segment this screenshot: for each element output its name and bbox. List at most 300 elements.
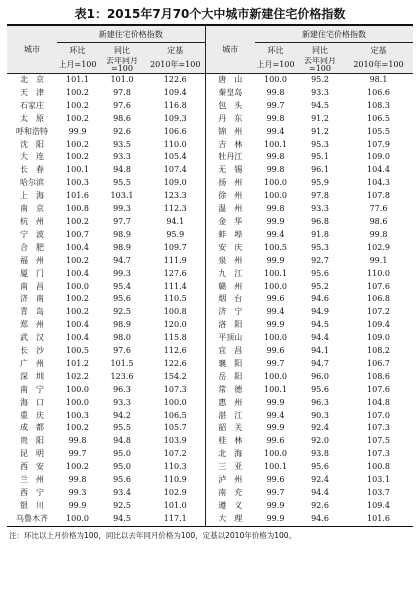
fixed-cell: 77.6 <box>369 204 388 214</box>
mom-cell: 99.6 <box>266 436 285 446</box>
mom-cell: 100.2 <box>66 139 89 149</box>
city-cell: 郑 州 <box>20 320 44 330</box>
mom-base-left: 上月=100 <box>57 57 98 74</box>
table-row <box>7 345 413 358</box>
table-row <box>7 397 413 410</box>
yoy-cell: 92.7 <box>311 255 329 265</box>
fixed-cell: 110.5 <box>163 294 187 304</box>
fixed-cell: 104.8 <box>367 397 390 407</box>
mom-cell: 100.0 <box>264 371 287 381</box>
yoy-cell: 95.6 <box>311 268 329 278</box>
mom-cell: 100.0 <box>264 191 287 201</box>
city-header-right: 城市 <box>205 25 255 74</box>
city-cell: 兰 州 <box>20 475 44 485</box>
mom-cell: 99.9 <box>68 500 87 510</box>
mom-cell: 99.4 <box>266 126 285 136</box>
city-cell: 蚌 埠 <box>205 229 255 242</box>
city-cell: 徐 州 <box>205 190 255 203</box>
mom-cell: 100.0 <box>264 281 287 291</box>
city-cell: 金 华 <box>205 216 255 229</box>
mom-cell: 99.8 <box>68 436 87 446</box>
yoy-cell: 94.7 <box>311 358 329 368</box>
yoy-cell: 101.0 <box>110 75 134 84</box>
mom-cell: 100.2 <box>66 216 89 226</box>
city-cell: 沈 阳 <box>20 139 44 149</box>
fixed-cell: 100.8 <box>163 307 187 317</box>
city-cell: 海 口 <box>20 397 44 407</box>
yoy-cell: 91.2 <box>311 126 329 136</box>
fixed-cell: 105.7 <box>163 423 187 433</box>
table-row <box>7 474 413 487</box>
mom-cell: 99.8 <box>266 87 285 97</box>
table-row <box>7 371 413 384</box>
mom-cell: 99.7 <box>68 449 87 459</box>
mom-cell: 100.2 <box>66 462 89 472</box>
mom-cell: 100.2 <box>66 113 89 123</box>
mom-cell: 100.0 <box>66 384 89 394</box>
yoy-base-left: 去年同月=100 <box>98 57 146 74</box>
yoy-cell: 93.4 <box>113 488 131 497</box>
city-cell: 青 岛 <box>20 307 44 317</box>
fixed-cell: 108.6 <box>367 371 390 381</box>
table-row <box>7 461 413 474</box>
city-cell: 九 江 <box>205 268 255 281</box>
table-row <box>7 164 413 177</box>
index-group-header-left: 新建住宅价格指数 <box>57 25 205 43</box>
yoy-cell: 96.0 <box>311 371 329 381</box>
yoy-cell: 98.6 <box>113 113 131 123</box>
city-cell: 厦 门 <box>20 268 44 278</box>
yoy-cell: 98.9 <box>113 242 131 252</box>
city-cell: 西 安 <box>20 462 44 472</box>
mom-cell: 99.7 <box>266 358 285 368</box>
city-cell: 天 津 <box>20 87 44 97</box>
mom-cell: 100.2 <box>66 423 89 433</box>
fixed-header-right: 定基 <box>344 43 413 58</box>
mom-cell: 100.0 <box>264 178 287 188</box>
mom-cell: 99.8 <box>266 204 285 214</box>
fixed-cell: 116.8 <box>163 100 187 110</box>
fixed-cell: 98.6 <box>369 216 388 226</box>
city-cell: 唐 山 <box>205 74 255 87</box>
mom-cell: 100.4 <box>66 268 89 278</box>
yoy-cell: 98.0 <box>113 333 131 343</box>
mom-cell: 99.7 <box>266 100 285 110</box>
fixed-cell: 108.2 <box>367 346 390 356</box>
table-title: 表1：2015年7月70个大中城市新建住宅价格指数 <box>74 7 346 21</box>
table-row <box>7 293 413 306</box>
mom-header-left: 环比 <box>57 43 98 58</box>
yoy-cell: 93.3 <box>113 152 131 162</box>
fixed-cell: 110.3 <box>163 462 187 472</box>
city-cell: 泸 州 <box>205 474 255 487</box>
table-row <box>7 151 413 164</box>
yoy-cell: 91.8 <box>311 229 329 239</box>
fixed-cell: 110.0 <box>163 139 187 149</box>
city-cell: 泉 州 <box>205 255 255 268</box>
fixed-cell: 111.4 <box>163 281 187 291</box>
mom-cell: 100.0 <box>264 75 287 84</box>
city-cell: 南 充 <box>205 487 255 500</box>
city-cell: 银 川 <box>20 500 44 510</box>
fixed-cell: 107.4 <box>163 165 187 175</box>
fixed-cell: 105.4 <box>163 152 187 162</box>
city-cell: 福 州 <box>20 255 44 265</box>
city-cell: 济 南 <box>20 294 44 304</box>
table-row <box>7 448 413 461</box>
table-row <box>7 513 413 526</box>
fixed-cell: 106.5 <box>367 113 390 123</box>
fixed-cell: 104.3 <box>367 178 390 188</box>
fixed-cell: 102.9 <box>163 488 187 497</box>
mom-cell: 100.2 <box>66 100 89 110</box>
city-cell: 烟 台 <box>205 293 255 306</box>
mom-cell: 100.7 <box>66 229 89 239</box>
yoy-cell: 97.8 <box>113 87 131 97</box>
mom-cell: 99.8 <box>266 113 285 123</box>
city-cell: 无 锡 <box>205 164 255 177</box>
yoy-cell: 99.3 <box>113 204 131 214</box>
fixed-cell: 109.3 <box>163 113 187 123</box>
mom-cell: 99.6 <box>266 294 285 304</box>
fixed-cell: 123.3 <box>163 191 187 201</box>
yoy-cell: 95.6 <box>113 475 131 485</box>
fixed-cell: 100.0 <box>163 397 187 407</box>
fixed-cell: 99.8 <box>369 229 388 239</box>
yoy-cell: 95.5 <box>113 178 131 188</box>
yoy-cell: 98.9 <box>113 320 131 330</box>
mom-cell: 99.9 <box>266 500 285 510</box>
fixed-cell: 120.0 <box>163 320 187 330</box>
index-group-header-right: 新建住宅价格指数 <box>255 25 413 43</box>
fixed-cell: 105.5 <box>367 126 390 136</box>
table-row <box>7 229 413 242</box>
yoy-cell: 95.1 <box>311 152 329 162</box>
yoy-cell: 101.5 <box>110 358 134 368</box>
yoy-cell: 103.1 <box>110 191 134 201</box>
fixed-cell: 107.9 <box>367 139 390 149</box>
mom-cell: 100.5 <box>66 346 89 356</box>
mom-cell: 100.0 <box>66 397 89 407</box>
city-cell: 西 宁 <box>20 488 44 497</box>
table-row <box>7 216 413 229</box>
city-cell: 广 州 <box>20 358 44 368</box>
table-row <box>7 422 413 435</box>
yoy-header-left: 同比 <box>98 43 146 58</box>
mom-cell: 102.2 <box>66 371 89 381</box>
fixed-cell: 109.4 <box>367 500 390 510</box>
yoy-cell: 96.1 <box>311 165 329 175</box>
yoy-cell: 96.3 <box>113 384 131 394</box>
table-row <box>7 306 413 319</box>
fixed-cell: 101.6 <box>344 513 413 526</box>
yoy-cell: 92.5 <box>113 307 131 317</box>
fixed-cell: 109.0 <box>163 178 187 188</box>
price-index-table <box>7 24 413 527</box>
city-cell: 武 汉 <box>20 333 44 343</box>
yoy-cell: 98.9 <box>113 229 131 239</box>
fixed-cell: 107.3 <box>367 423 390 433</box>
mom-cell: 100.2 <box>66 307 89 317</box>
city-cell: 湛 江 <box>205 410 255 423</box>
mom-cell: 100.5 <box>264 242 287 252</box>
mom-cell: 100.4 <box>66 320 89 330</box>
city-cell: 长 沙 <box>20 346 44 356</box>
city-header-left: 城市 <box>7 25 57 74</box>
mom-cell: 101.6 <box>66 191 89 201</box>
fixed-cell: 115.8 <box>163 333 187 343</box>
fixed-cell: 106.6 <box>367 87 390 97</box>
fixed-cell: 103.1 <box>367 475 390 485</box>
fixed-cell: 106.7 <box>367 358 390 368</box>
city-cell: 大 连 <box>20 152 44 162</box>
city-cell: 秦皇岛 <box>205 87 255 100</box>
fixed-cell: 106.8 <box>367 294 390 304</box>
fixed-cell: 122.6 <box>163 75 187 84</box>
yoy-cell: 94.4 <box>311 333 329 343</box>
fixed-cell: 112.3 <box>163 204 187 214</box>
yoy-cell: 94.9 <box>311 307 329 317</box>
fixed-cell: 107.3 <box>367 449 390 459</box>
yoy-cell: 93.3 <box>311 87 329 97</box>
city-cell: 深 圳 <box>20 371 44 381</box>
table-row <box>7 332 413 345</box>
city-cell: 桂 林 <box>205 435 255 448</box>
mom-cell: 101.1 <box>66 75 89 84</box>
fixed-cell: 107.6 <box>367 281 390 291</box>
mom-cell: 99.4 <box>266 307 285 317</box>
mom-cell: 100.2 <box>66 87 89 97</box>
mom-cell: 99.6 <box>266 475 285 485</box>
yoy-cell: 95.0 <box>113 462 131 472</box>
fixed-cell: 95.9 <box>166 229 185 239</box>
fixed-cell: 107.5 <box>367 436 390 446</box>
yoy-cell: 94.4 <box>311 488 329 497</box>
fixed-cell: 109.4 <box>163 87 187 97</box>
fixed-cell: 99.1 <box>369 255 388 265</box>
city-cell: 太 原 <box>20 113 44 123</box>
yoy-cell: 95.4 <box>113 281 131 291</box>
yoy-cell: 97.7 <box>113 216 131 226</box>
city-cell: 北 海 <box>205 448 255 461</box>
city-cell: 韶 关 <box>205 422 255 435</box>
yoy-cell: 94.2 <box>113 410 131 420</box>
fixed-cell: 109.4 <box>367 320 390 330</box>
city-cell: 济 宁 <box>205 306 255 319</box>
mom-cell: 99.9 <box>255 513 296 526</box>
table-row <box>7 281 413 294</box>
mom-cell: 99.9 <box>266 423 285 433</box>
yoy-cell: 92.4 <box>311 423 329 433</box>
mom-cell: 100.8 <box>66 204 89 214</box>
table-row <box>7 74 413 87</box>
yoy-cell: 95.5 <box>113 423 131 433</box>
mom-cell: 100.0 <box>66 281 89 291</box>
mom-cell: 99.9 <box>266 397 285 407</box>
city-cell: 杭 州 <box>20 216 44 226</box>
table-row <box>7 255 413 268</box>
table-row <box>7 203 413 216</box>
mom-cell: 99.7 <box>266 488 285 497</box>
fixed-cell: 107.0 <box>367 410 390 420</box>
table-row <box>7 384 413 397</box>
city-cell: 南 昌 <box>20 281 44 291</box>
fixed-cell: 122.6 <box>163 358 187 368</box>
city-cell: 成 都 <box>20 423 44 433</box>
mom-cell: 99.8 <box>68 475 87 485</box>
yoy-cell: 94.6 <box>296 513 344 526</box>
mom-cell: 100.1 <box>66 165 89 175</box>
table-row <box>7 358 413 371</box>
city-cell: 宁 波 <box>20 229 44 239</box>
table-row <box>7 87 413 100</box>
yoy-cell: 97.8 <box>311 191 329 201</box>
table-row <box>7 435 413 448</box>
fixed-cell: 109.0 <box>367 333 390 343</box>
fixed-cell: 104.4 <box>367 165 390 175</box>
fixed-cell: 101.0 <box>163 500 187 510</box>
yoy-cell: 95.3 <box>311 139 329 149</box>
city-cell: 北 京 <box>20 75 44 84</box>
fixed-cell: 110.0 <box>367 268 390 278</box>
city-cell: 南 宁 <box>20 384 44 394</box>
city-cell: 丹 东 <box>205 113 255 126</box>
fixed-base-left: 2010年=100 <box>146 57 205 74</box>
fixed-cell: 154.2 <box>163 371 187 381</box>
table-row <box>7 139 413 152</box>
mom-cell: 100.3 <box>66 178 89 188</box>
city-cell: 乌鲁木齐 <box>7 513 57 526</box>
table-row <box>7 126 413 139</box>
yoy-cell: 94.5 <box>98 513 146 526</box>
fixed-cell: 103.7 <box>367 488 390 497</box>
mom-cell: 101.2 <box>66 358 89 368</box>
city-cell: 石家庄 <box>20 100 44 110</box>
table-row <box>7 242 413 255</box>
mom-cell: 100.1 <box>264 384 287 394</box>
mom-cell: 99.9 <box>68 126 87 136</box>
city-cell: 贵 阳 <box>20 436 44 446</box>
mom-cell: 100.2 <box>66 294 89 304</box>
fixed-cell: 107.6 <box>367 384 390 394</box>
mom-cell: 100.4 <box>66 242 89 252</box>
city-cell: 安 庆 <box>205 242 255 255</box>
yoy-cell: 95.9 <box>311 178 329 188</box>
mom-cell: 100.0 <box>264 449 287 459</box>
table-body <box>7 74 413 527</box>
fixed-cell: 107.2 <box>163 449 187 459</box>
yoy-cell: 123.6 <box>110 371 134 381</box>
city-cell: 温 州 <box>205 203 255 216</box>
table-row <box>7 410 413 423</box>
city-cell: 合 肥 <box>20 242 44 252</box>
yoy-cell: 95.2 <box>311 75 329 84</box>
yoy-cell: 96.3 <box>311 397 329 407</box>
mom-cell: 99.8 <box>266 152 285 162</box>
table-row <box>7 319 413 332</box>
city-cell: 昆 明 <box>20 449 44 459</box>
mom-cell: 99.6 <box>266 346 285 356</box>
fixed-cell: 102.9 <box>367 242 390 252</box>
yoy-cell: 97.6 <box>113 100 131 110</box>
city-cell: 锦 州 <box>205 126 255 139</box>
fixed-cell: 106.6 <box>163 126 187 136</box>
city-cell: 岳 阳 <box>205 371 255 384</box>
yoy-cell: 92.0 <box>311 436 329 446</box>
table-row <box>7 113 413 126</box>
yoy-cell: 93.3 <box>311 204 329 214</box>
mom-cell: 99.4 <box>266 410 285 420</box>
yoy-cell: 95.6 <box>311 384 329 394</box>
yoy-header-right: 同比 <box>296 43 344 58</box>
city-cell: 遵 义 <box>205 500 255 513</box>
mom-cell: 100.0 <box>57 513 98 526</box>
yoy-cell: 93.8 <box>311 449 329 459</box>
yoy-cell: 92.6 <box>311 500 329 510</box>
mom-cell: 99.4 <box>266 229 285 239</box>
city-cell: 长 春 <box>20 165 44 175</box>
yoy-cell: 95.6 <box>113 294 131 304</box>
mom-cell: 100.1 <box>264 462 287 472</box>
fixed-base-right: 2010年=100 <box>344 57 413 74</box>
table-row <box>7 190 413 203</box>
mom-cell: 99.9 <box>266 255 285 265</box>
city-cell: 洛 阳 <box>205 319 255 332</box>
city-cell: 赣 州 <box>205 281 255 294</box>
fixed-cell: 127.6 <box>163 268 187 278</box>
city-cell: 呼和浩特 <box>16 126 48 136</box>
yoy-cell: 90.3 <box>311 410 329 420</box>
yoy-cell: 94.1 <box>311 346 329 356</box>
fixed-cell: 103.9 <box>163 436 187 446</box>
yoy-cell: 95.2 <box>311 281 329 291</box>
fixed-cell: 107.2 <box>367 307 390 317</box>
fixed-header-left: 定基 <box>146 43 205 58</box>
yoy-cell: 95.6 <box>311 462 329 472</box>
mom-cell: 100.2 <box>66 152 89 162</box>
yoy-cell: 94.5 <box>311 320 329 330</box>
yoy-cell: 92.4 <box>311 475 329 485</box>
city-cell: 襄 阳 <box>205 358 255 371</box>
yoy-cell: 95.3 <box>311 242 329 252</box>
city-cell: 牡丹江 <box>205 151 255 164</box>
city-cell: 宜 昌 <box>205 345 255 358</box>
mom-cell: 99.9 <box>266 320 285 330</box>
fixed-cell: 106.5 <box>163 410 187 420</box>
mom-cell: 100.0 <box>264 333 287 343</box>
yoy-cell: 94.5 <box>311 100 329 110</box>
fixed-cell: 108.3 <box>367 100 390 110</box>
mom-cell: 100.1 <box>264 268 287 278</box>
yoy-cell: 97.6 <box>113 346 131 356</box>
city-cell: 重 庆 <box>20 410 44 420</box>
mom-cell: 100.4 <box>66 333 89 343</box>
city-cell: 吉 林 <box>205 139 255 152</box>
footnote: 注：环比以上月价格为100，同比以去年同月价格为100，定基以2010年价格为100。 <box>9 530 297 540</box>
fixed-cell: 94.1 <box>166 216 185 226</box>
yoy-cell: 94.6 <box>311 294 329 304</box>
yoy-cell: 92.5 <box>113 500 131 510</box>
yoy-cell: 93.5 <box>113 139 131 149</box>
mom-cell: 99.8 <box>266 165 285 175</box>
city-cell: 惠 州 <box>205 397 255 410</box>
mom-cell: 99.3 <box>68 488 87 497</box>
mom-cell: 100.2 <box>66 255 89 265</box>
mom-header-right: 环比 <box>255 43 296 58</box>
city-cell: 上 海 <box>20 191 44 201</box>
yoy-cell: 91.2 <box>311 113 329 123</box>
yoy-base-right: 去年同月=100 <box>296 57 344 74</box>
